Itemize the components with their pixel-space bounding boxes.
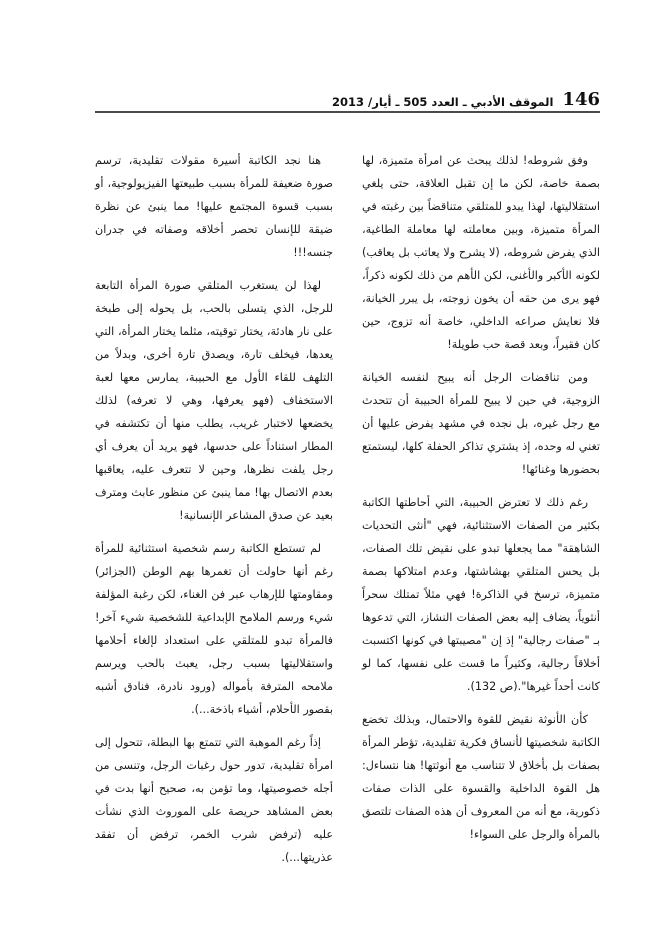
- page-number: 146: [562, 89, 600, 110]
- page-header: [95, 84, 600, 110]
- paragraph: لهذا لن يستغرب المتلقي صورة المرأة التابعة للرجل، الذي يتسلى بالحب، بل يحوله إلى طبخة على نار هادئة، يختار توقيته، مثلما يختار المرأة، التي يعدها، فيخلف تارة، ويصدق تارة أخرى، وبدلاً من التلهف للقاء الأول مع الحبيبة، يمارس معها لعبة الاستخفاف (فهو يعرفها، وهي لا تعرفه) لذلك يخضعها لاختبار غريب، يطلب منها أن تكتشفه في المطار استناداً على حدسها، فهو يريد أن يعرف أي رجل يلفت نظرها، وحين لا تتعرف عليه، يعاقبها بعدم الاتصال بها! مما ينبئ عن منظور عابث ومترف بعيد عن صدق المشاعر الإنسانية!: [95, 279, 333, 522]
- paragraph: ومن تناقضات الرجل أنه يبيح لنفسه الخيانة الزوجية، في حين لا يبيح للمرأة الحبيبة أن تتحدث مع رجل غيره، بل نجده في مشهد يفرض عليها أن تغني له وحده، إذ يشتري تذاكر الحفلة كلها، ليستمتع بحضورها وغنائها!: [362, 371, 600, 476]
- paragraph: هنا نجد الكاتبة أسيرة مقولات تقليدية، ترسم صورة ضعيفة للمرأة بسبب طبيعتها الفيزيولوجية، أو بسبب قسوة المجتمع عليها! مما ينبئ عن نظرة ضيقة للإنسان تحصر أخلاقه وصفاته في جدران جنسه!!!: [95, 154, 333, 259]
- journal-title: الموقف الأدبي ـ العدد 505 ـ أيار/ 2013: [332, 95, 554, 109]
- text-column-left: [95, 149, 333, 869]
- paragraph: كأن الأنوثة نقيض للقوة والاحتمال، وبذلك تخضع الكاتبة شخصيتها لأنساق فكرية تقليدية، تؤطر المرأة بصفات بل بأخلاق لا تتناسب مع أنوثتها! هنا نتساءل: هل القوة الداخلية والقسوة على الذات صفات ذكورية، مع أنه من المعروف أن هذه الصفات تلتصق بالمرأة والرجل على السواء!: [362, 713, 600, 841]
- paragraph: لم تستطع الكاتبة رسم شخصية استثنائية للمرأة رغم أنها حاولت أن تغمرها بهم الوطن (الجزائر) ومقاومتها للإرهاب عبر فن الغناء، لكن رغبة المؤلفة شيء ورسم الملامح الإبداعية للشخصية شيء آخر! فالمرأة تبدو للمتلقي على استعداد لإلغاء أحلامها واستقلاليتها بسبب رجل، يعبث بالحب ويرسم ملامحه المترفة بأمواله (ورود نادرة، فنادق أشبه بقصور الأحلام، أشياء باذخة...).: [95, 542, 333, 716]
- header-rule: [95, 111, 600, 113]
- paragraph: وفق شروطه! لذلك يبحث عن امرأة متميزة، لها بصمة خاصة، لكن ما إن تقبل العلاقة، حتى يلغي استقلاليتها، لهذا يبدو للمتلقي متناقضاً بين رغبته في المرأة متميزة، وبين معاملته لها معاملة الطاغية، الذي يفرض شروطه، (لا يشرح ولا يعاتب بل يعاقب) لكونه الأكبر والأغنى، لكن الأهم من ذلك لكونه ذكراً، فهو يرى من حقه أن يخون زوجته، بل يبرر الخيانة، فلا نعايش صراعه الداخلي، خاصة أنه تزوج، حين كان فقيراً، وبعد قصة حب طويلة!: [362, 154, 600, 351]
- text-column-right: [362, 149, 600, 846]
- paragraph: رغم ذلك لا تعترض الحبيبة، التي أحاطتها الكاتبة بكثير من الصفات الاستثنائية، فهي "أنثى التحديات الشاهقة" مما يجعلها تبدو على نقيض تلك الصفات، بل يحس المتلقي بهشاشتها، وعدم امتلاكها بصمة متميزة، ترسخ في الذاكرة! فهي مثلاً تمتلك سحراً أنثوياً، يضاف إليه بعض الصفات النشاز، التي تدعوها بـ "صفات رجالية" إذ إن "مصيبتها في كونها اكتسبت أخلاقاً رجالية، وكثيراً ما قست على نفسها، كما لو كانت أحداً غيرها".(ص 132).: [362, 496, 600, 693]
- paragraph: إذاً رغم الموهبة التي تتمتع بها البطلة، تتحول إلى امرأة تقليدية، تدور حول رغبات الرجل، وتنسى من أجله خصوصيتها، وما تؤمن به، صحيح أنها بدت في بعض المشاهد حريصة على الموروث الذي نشأت عليه (ترفض شرب الخمر، ترفض أن تفقد عذريتها...).: [95, 736, 333, 864]
